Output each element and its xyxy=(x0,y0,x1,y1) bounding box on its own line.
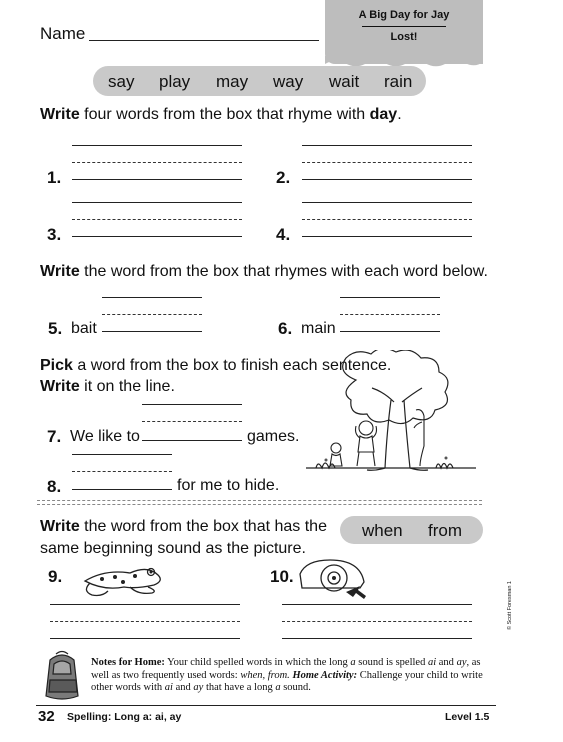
frog-icon xyxy=(75,561,170,599)
guide-mid-3 xyxy=(72,219,242,220)
item-number-9: 9. xyxy=(48,567,63,586)
footer-divider xyxy=(36,705,496,706)
item-number-7: 7. xyxy=(47,427,62,446)
answer-line-6[interactable] xyxy=(340,331,440,332)
word-box-item: wait xyxy=(329,72,360,91)
guide-top-7 xyxy=(142,404,242,405)
item-number-1: 1. xyxy=(47,168,62,187)
guide-top-9 xyxy=(50,604,240,605)
guide-mid-8 xyxy=(72,471,172,472)
answer-line-3[interactable] xyxy=(72,236,242,237)
item-number-8: 8. xyxy=(47,477,62,496)
word-box-item: rain xyxy=(384,72,413,91)
hide-and-seek-illustration xyxy=(296,350,486,475)
item-number-5: 5. xyxy=(48,319,63,338)
rhyme-word-5: bait xyxy=(71,320,97,337)
item-number-4: 4. xyxy=(276,225,291,244)
instruction-3b: Write it on the line. xyxy=(40,378,175,395)
section-divider xyxy=(37,500,482,505)
word-box-item: say xyxy=(108,72,135,91)
notes-for-home: Notes for Home: Your child spelled words in which the long a sound is spelled ai and ay, as well as two frequently used words: when, from. Home Activity: Challenge your child to write other words with ai and ay that have a long a sound. xyxy=(91,657,483,693)
answer-line-2[interactable] xyxy=(302,179,472,180)
guide-mid-7 xyxy=(142,421,242,422)
sentence-7-end: games. xyxy=(247,428,300,445)
answer-line-1[interactable] xyxy=(72,179,242,180)
guide-top-8 xyxy=(72,454,172,455)
answer-line-10[interactable] xyxy=(282,638,472,639)
guide-top-4 xyxy=(302,202,472,203)
story-subtitle: Lost! xyxy=(390,31,418,43)
backpack-icon xyxy=(40,650,84,702)
wheel-icon xyxy=(298,556,370,604)
instruction-4a: Write the word from the box that has the xyxy=(40,518,327,535)
level-label: Level 1.5 xyxy=(445,711,490,723)
header-divider xyxy=(362,26,446,27)
guide-top-10 xyxy=(282,604,472,605)
word-box xyxy=(93,66,426,96)
answer-line-4[interactable] xyxy=(302,236,472,237)
rhyme-word-6: main xyxy=(301,320,336,337)
footer-title: Spelling: Long a: ai, ay xyxy=(67,711,182,723)
guide-mid-6 xyxy=(340,314,440,315)
word-box-item: play xyxy=(159,72,191,91)
guide-mid-5 xyxy=(102,314,202,315)
guide-mid-2 xyxy=(302,162,472,163)
guide-mid-10 xyxy=(282,621,472,622)
instruction-1: Write four words from the box that rhyme with day. xyxy=(40,106,402,123)
guide-top-5 xyxy=(102,297,202,298)
answer-line-7[interactable] xyxy=(142,440,242,441)
item-number-2: 2. xyxy=(276,168,291,187)
story-title: A Big Day for Jay xyxy=(358,9,450,21)
guide-top-2 xyxy=(302,145,472,146)
item-number-10: 10. xyxy=(270,567,294,586)
answer-line-9[interactable] xyxy=(50,638,240,639)
guide-mid-4 xyxy=(302,219,472,220)
sentence-8-end: for me to hide. xyxy=(177,477,280,494)
name-label: Name xyxy=(40,24,86,43)
guide-top-3 xyxy=(72,202,242,203)
answer-line-5[interactable] xyxy=(102,331,202,332)
sentence-7-start: We like to xyxy=(70,428,140,445)
guide-mid-1 xyxy=(72,162,242,163)
copyright-notice: © Scott Foresman 1 xyxy=(507,581,513,630)
answer-line-8[interactable] xyxy=(72,489,172,490)
item-number-3: 3. xyxy=(47,225,62,244)
word-box-item: way xyxy=(273,72,304,91)
guide-top-1 xyxy=(72,145,242,146)
item-number-6: 6. xyxy=(278,319,293,338)
instruction-4b: same beginning sound as the picture. xyxy=(40,540,306,557)
page-number: 32 xyxy=(38,708,55,725)
word-box-2-item: when xyxy=(362,521,403,540)
guide-mid-9 xyxy=(50,621,240,622)
word-box-2-item: from xyxy=(428,521,462,540)
word-box-item: may xyxy=(216,72,249,91)
guide-top-6 xyxy=(340,297,440,298)
instruction-3a: Pick a word from the box to finish each sentence. xyxy=(40,357,392,374)
name-field[interactable] xyxy=(89,40,319,41)
instruction-2: Write the word from the box that rhymes with each word below. xyxy=(40,263,488,280)
